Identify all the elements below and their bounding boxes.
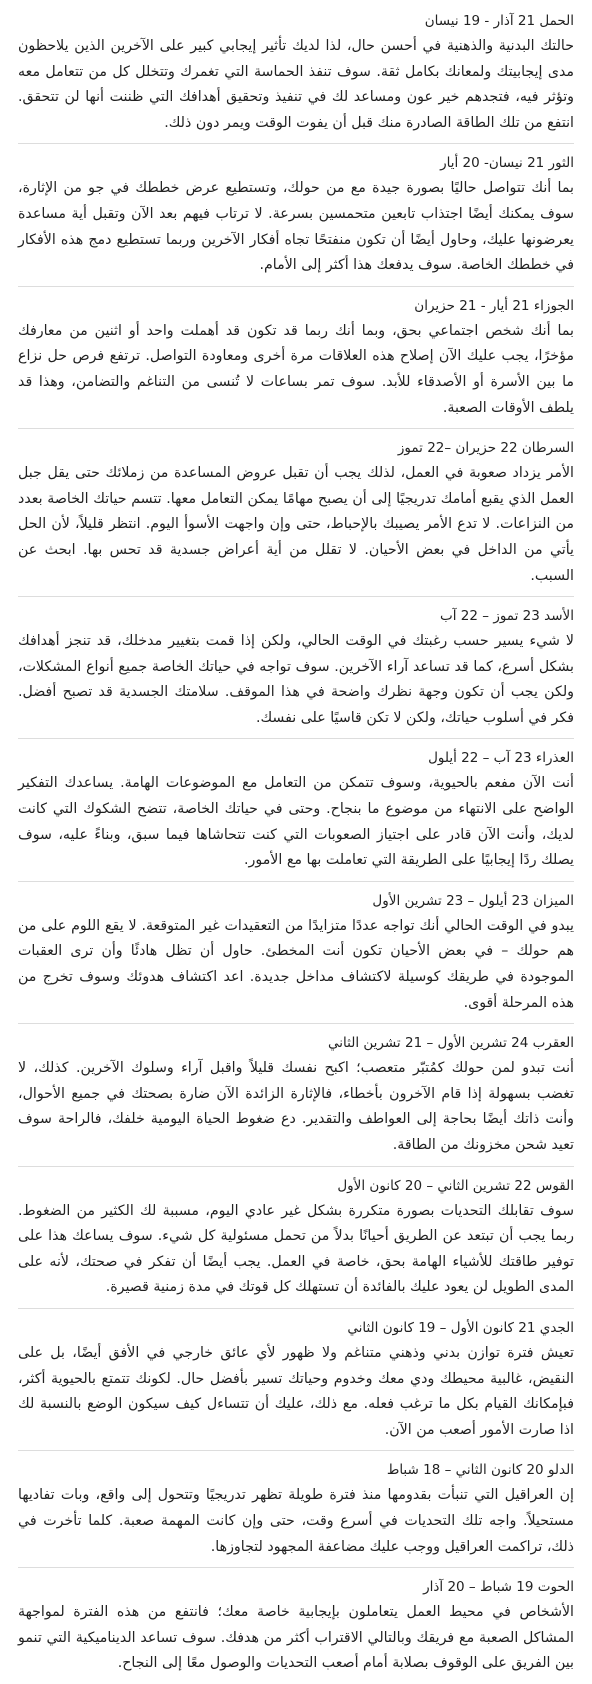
sign-section-leo xyxy=(18,603,574,739)
sign-text: بما أنك شخص اجتماعي بحق، وبما أنك ربما قد تكون قد أهملت واحد أو اثنين من معارفك مؤخرًا، يجب عليك الآن إصلاح هذه العلاقات مرة أخرى ومعاودة التواصل. ترتفع فرص حل نزاع ما بين الأسرة أو الأصدقاء للأبد. سوف تمر بساعات لا تُنسى من التناغم والتضامن، وهذا قد يلطف الأوقات الصعبة. xyxy=(18,322,574,416)
sign-text: بما أنك تتواصل حاليًا بصورة جيدة مع من حولك، وتستطيع عرض خططك في جو من الإثارة، سوف يمكنك أيضًا اجتذاب تابعين متحمسين بسرعة. لا ترتاب فيهم بعد الآن وتقبل أية مساعدة يعرضونها عليك، وحاول أيضًا أن تكون منفتحًا تجاه أفكار الآخرين وربما تستطيع دمج هذه الأفكار في خططك الخاصة. سوف يدفعك هذا أكثر إلى الأمام. xyxy=(18,180,574,274)
sign-text: الأمر يزداد صعوبة في العمل، لذلك يجب أن تقبل عروض المساعدة من زملائك حتى يقل جبل العمل الذي يقبع أمامك تدريجيًا إلى أن يصبح مهامًا يمكن التعامل معها. تتسم حياتك الخاصة بعدد من النزاعات. لا تدع الأمر يصيبك بالإحباط، حتى وإن واجهت الأسوأ اليوم. انتظر قليلاً، لأن الحل يأتي من الداخل في بعض الأحيان. لا تقلل من أية أعراض جسدية قد تحس بها. ابحث عن السبب. xyxy=(18,465,574,584)
sign-heading: العذراء 23 آب – 22 أيلول xyxy=(428,750,574,767)
sign-section-aquarius xyxy=(18,1457,574,1568)
sign-text: أنت الآن مفعم بالحيوية، وسوف تتمكن من التعامل مع الموضوعات الهامة. يساعدك التفكير الواضح على الانتهاء من موضوع ما بنجاح. وحتى في حياتك الخاصة، تتضح الشكوك التي كانت لديك، وأنت الآن قادر على اجتياز الصعوبات التي كنت تتحاشاها فيما سبق، وبناءً عليه، سوف يصلك ردًا إيجابيًا على الطريقة التي تعاملت بها مع الأمور. xyxy=(18,775,574,869)
sign-section-sagittarius xyxy=(18,1173,574,1309)
sign-heading: الجدي 21 كانون الأول – 19 كانون الثاني xyxy=(347,1319,574,1336)
sign-heading: السرطان 22 حزيران –22 تموز xyxy=(397,440,574,457)
sign-section-scorpio xyxy=(18,1030,574,1166)
sign-text: الأشخاص في محيط العمل يتعاملون بإيجابية خاصة معك؛ فانتفع من هذه الفترة لمواجهة المشاكل الصعبة مع فريقك وبالتالي الاقتراب أكثر من هدفك. سوف تساعد الديناميكية التي تنمو بين الفريق على الوقوف بصلابة أمام أصعب التحديات والوصول معًا إلى النجاح. xyxy=(18,1604,574,1672)
sign-section-pisces xyxy=(18,1574,574,1684)
sign-section-taurus xyxy=(18,150,574,286)
sign-section-virgo xyxy=(18,745,574,881)
sign-heading: الدلو 20 كانون الثاني – 18 شباط xyxy=(386,1462,574,1479)
sign-heading: العقرب 24 تشرين الأول – 21 تشرين الثاني xyxy=(328,1035,574,1052)
sign-text: لا شيء يسير حسب رغبتك في الوقت الحالي، ولكن إذا قمت بتغيير مدخلك، قد تنجز أهدافك بشكل أسرع، كما قد تساعد آراء الآخرين. سوف تواجه في حياتك الخاصة جميع أنواع المشكلات، ولكن يجب أن تكون وجهة نظرك واضحة في هذا الموقف. سلامتك الجسدية قد تصبح أفضل. فكر في أسلوب حياتك، ولكن لا تكن قاسيًا على نفسك. xyxy=(18,633,574,726)
sign-heading: القوس 22 تشرين الثاني – 20 كانون الأول xyxy=(337,1177,574,1194)
sign-heading: الثور 21 نيسان- 20 أيار xyxy=(440,155,574,172)
sign-text: يبدو في الوقت الحالي أنك تواجه عددًا متزايدًا من التعقيدات غير المتوقعة. لا يقع اللوم على من هم حولك – في بعض الأحيان تكون أنت المخطئ. حاول أن تظل هادئًا وأن ترى العقبات الموجودة في طريقك كوسيلة لاكتشاف مداخل جديدة. اعد اكتشاف هدوئك وسوف تخرج من هذه المرحلة أقوى. xyxy=(18,917,574,1011)
sign-section-cancer xyxy=(18,435,574,597)
sign-text: حالتك البدنية والذهنية في أحسن حال، لذا لديك تأثير إيجابي كبير على الآخرين الذين يلاحظون مدى إيجابيتك ولمعانك بكامل ثقة. سوف تنفذ الحماسة التي تغمرك وتتخلل كل من تتعامل معه وتؤثر فيه، فتجدهم خير عون ومساعد لك في تنفيذ وتحقيق أهدافك التي ظننت أنها لن تتحقق. انتفع من تلك الطاقة الصادرة منك قبل أن يفوت الوقت ويمر دون ذلك. xyxy=(18,38,574,131)
sign-section-aries xyxy=(18,8,574,144)
sign-text: تعيش فترة توازن بدني وذهني متناغم ولا ظهور لأي عائق خارجي في الأفق أيضًا، بل على النقيض، غالبية محيطك ودي معك وخدوم وحياتك تسير بأفضل حال. لكونك تتمتع بالحيوية أكثر، فبإمكانك القيام بكل ما ترغب فعله. مع ذلك، عليك أن تتساءل كيف سيكون الوضع بالنسبة لك اذا صارت الأمور أصعب من الآن. xyxy=(18,1344,574,1438)
sign-heading: الأسد 23 تموز – 22 آب xyxy=(440,608,574,625)
sign-heading: الجوزاء 21 أيار - 21 حزيران xyxy=(414,297,574,314)
sign-text: أنت تبدو لمن حولك كمُتبّر متعصب؛ اكبح نفسك قليلاً واقبل آراء وسلوك الآخرين. كذلك، لا تغضب بسهولة إذا قام الآخرون بأخطاء، فالإثارة الزائدة الآن ضارة بصحتك في جميع الأحوال، وأنت ذاتك أيضًا بحاجة إلى العواطف والتقدير. دع ضغوط الحياة اليومية خلفك، فالراحة سوف تعيد شحن مخزونك من الطاقة. xyxy=(18,1060,574,1153)
sign-section-capricorn xyxy=(18,1315,574,1451)
sign-heading: الحمل 21 آذار - 19 نيسان xyxy=(424,13,574,29)
sign-text: إن العراقيل التي تنبأت بقدومها منذ فترة طويلة تظهر تدريجيًا وتتحول إلى واقع، وبات تفاديها مستحيلاً. واجه تلك التحديات في أسرع وقت، حتى وإن كانت المهمة صعبة. كلما تأخرت في ذلك، تراكمت العراقيل ووجب عليك مضاعفة المجهود لتجاوزها. xyxy=(18,1487,574,1555)
sign-section-gemini xyxy=(18,293,574,429)
sign-heading: الحوت 19 شباط – 20 آذار xyxy=(423,1579,574,1596)
sign-heading: الميزان 23 أيلول – 23 تشرين الأول xyxy=(372,892,574,909)
sign-text: سوف تقابلك التحديات بصورة متكررة بشكل غير عادي اليوم، مسببة لك الكثير من الضغوط. ربما يجب أن تبتعد عن الطريق أحيانًا بدلاً من تحمل مسئولية كل شيء. سوف يساعك هذا على توفير طاقتك للأشياء الهامة بحق، خاصة في العمل. يجب أيضًا أن تفكر في صحتك، لأنه على المدى الطويل لن يعود عليك بالفائدة أن تستهلك كل قوتك في مدة زمنية قصيرة. xyxy=(18,1202,574,1296)
sign-section-libra xyxy=(18,888,574,1024)
